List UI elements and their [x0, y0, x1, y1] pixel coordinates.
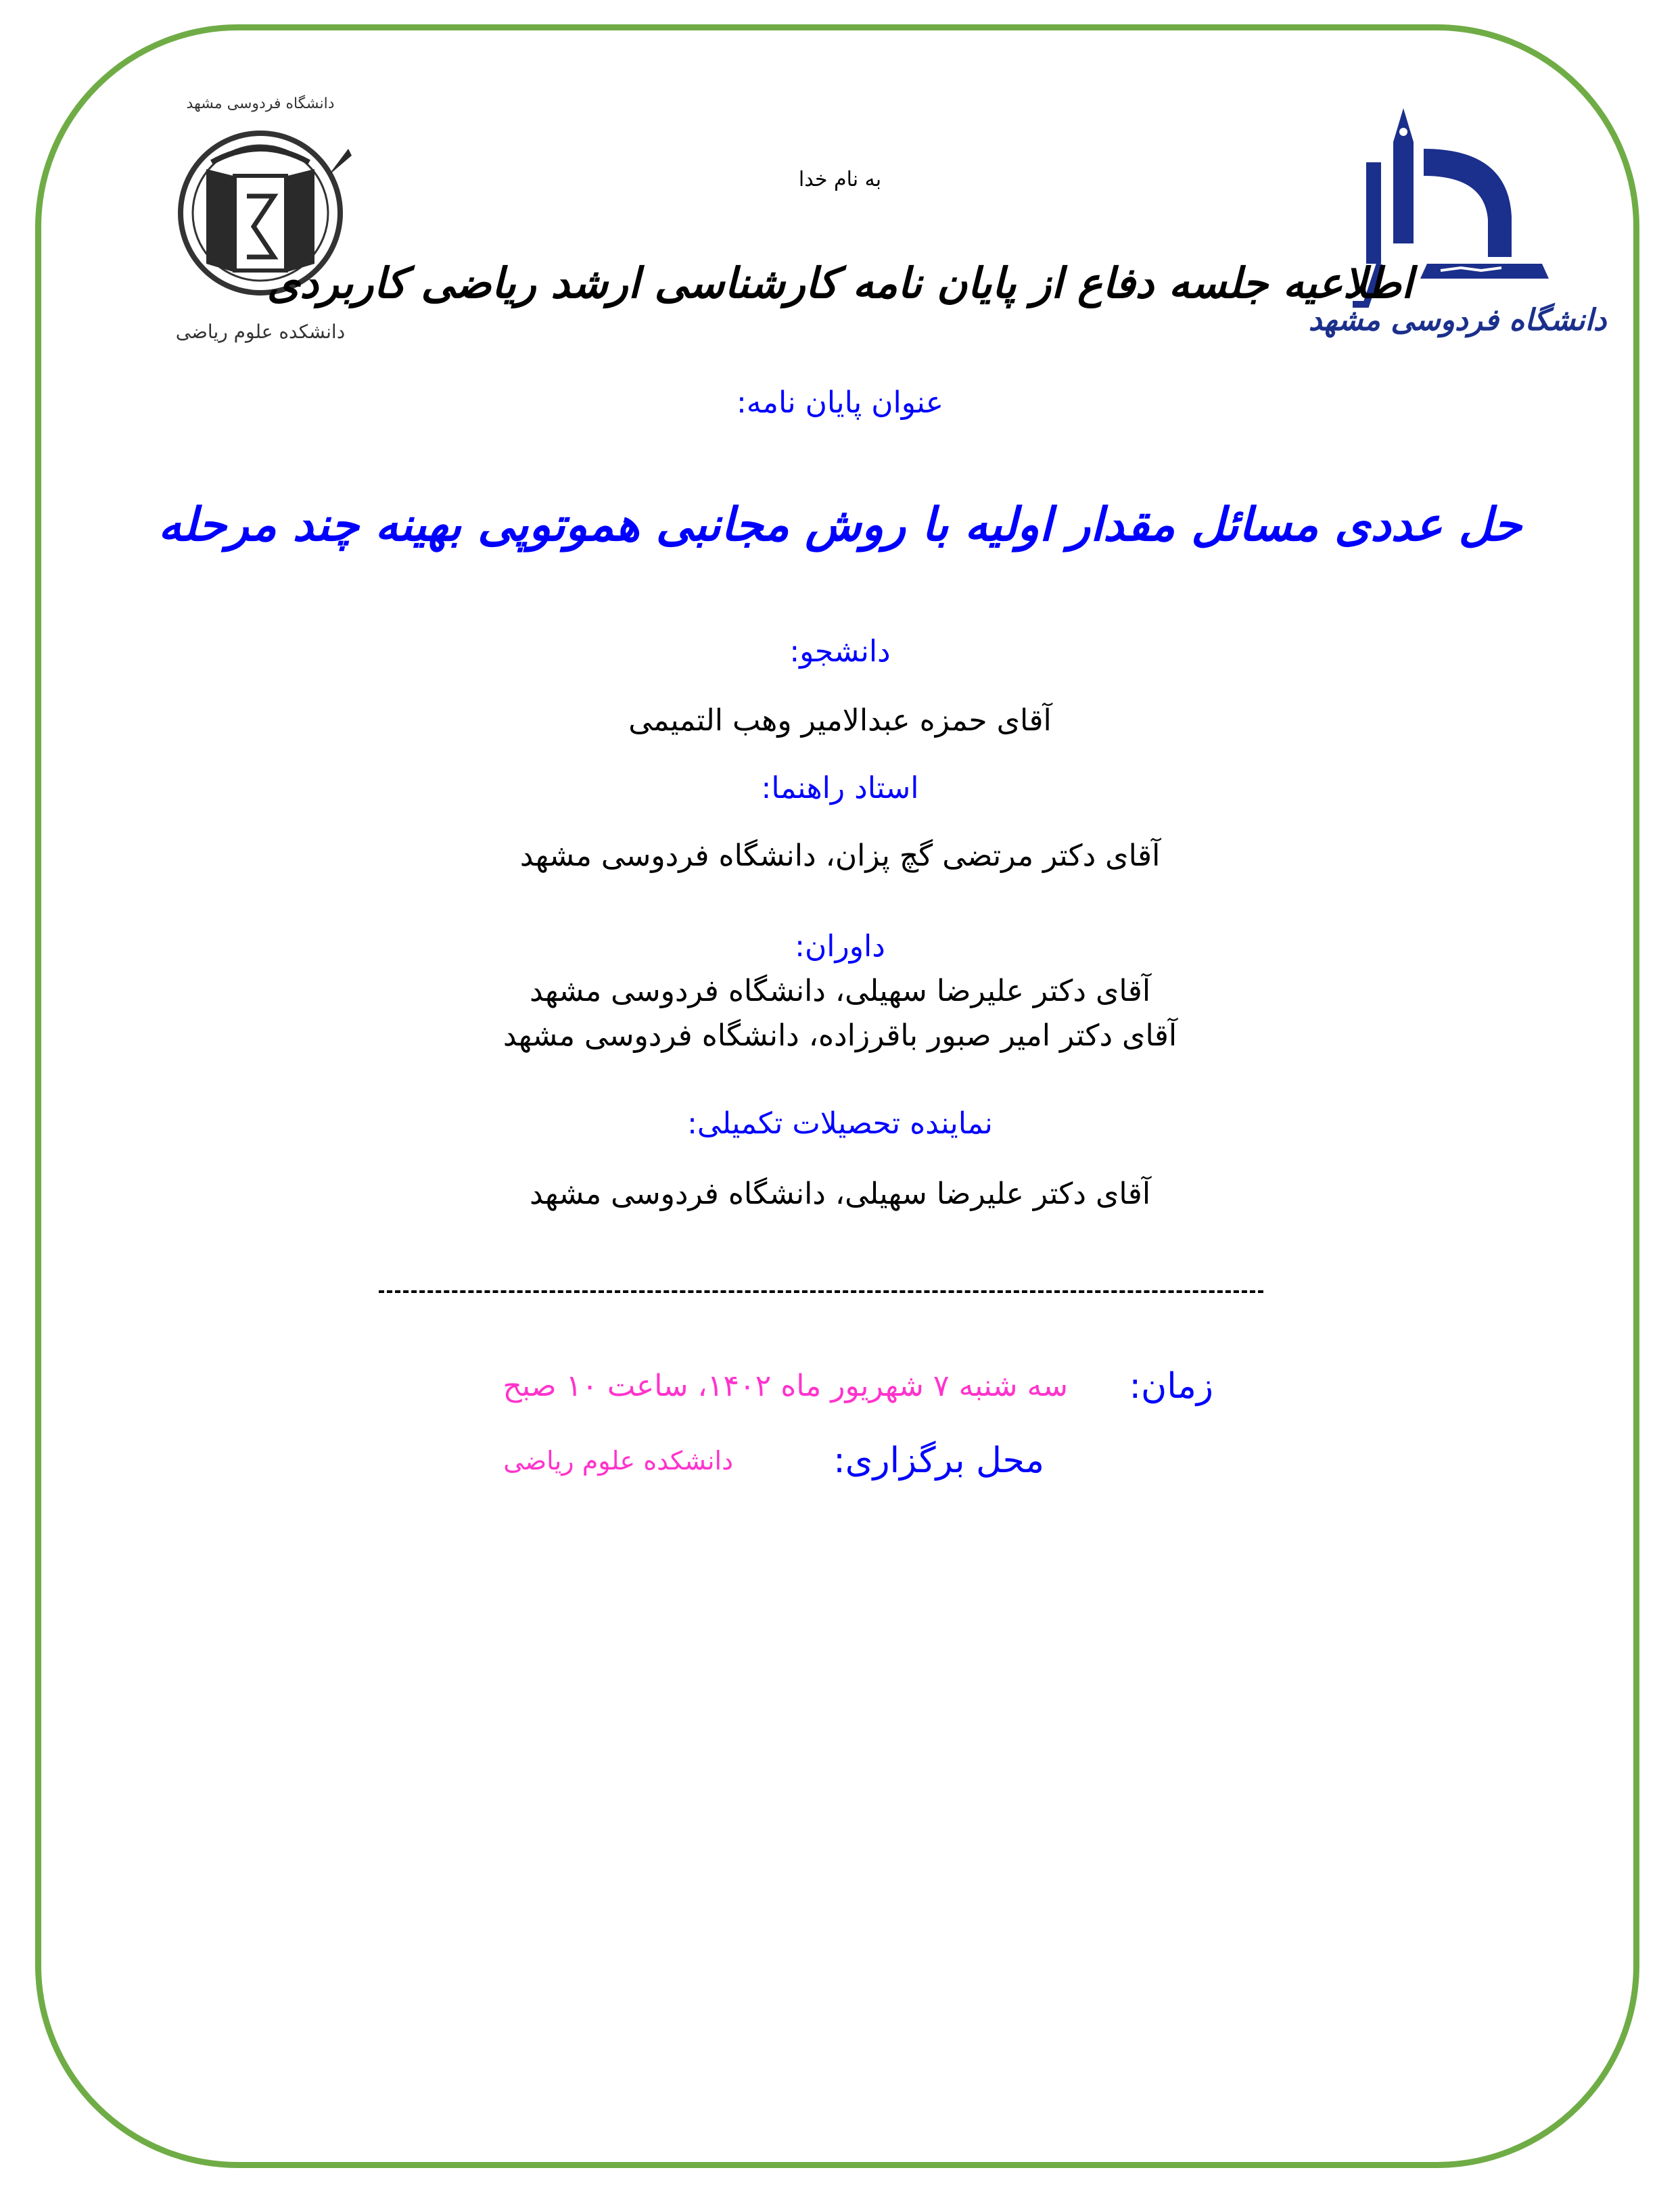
university-logo: [1308, 101, 1607, 345]
dashed-divider: [379, 1290, 1263, 1293]
thesis-title: حل عددی مسائل مقدار اولیه با روش مجانبی هموتوپی بهینه چند مرحله: [158, 498, 1522, 552]
basmala: به نام خدا: [798, 168, 882, 191]
university-logo-caption: دانشگاه فردوسی مشهد: [1308, 303, 1607, 337]
representative-name: آقای دکتر علیرضا سهیلی، دانشگاه فردوسی مشهد: [529, 1177, 1151, 1211]
faculty-logo: [159, 95, 362, 365]
referee-1: آقای دکتر علیرضا سهیلی، دانشگاه فردوسی مشهد: [529, 974, 1151, 1008]
venue-value: دانشکده علوم ریاضی: [503, 1446, 733, 1476]
representative-label: نماینده تحصیلات تکمیلی:: [687, 1106, 993, 1141]
announcement-headline: اطلاعیه جلسه دفاع از پایان نامه کارشناسی ارشد ریاضی کاربردی: [266, 258, 1414, 308]
thesis-title-label: عنوان پایان نامه:: [736, 385, 944, 420]
student-label: دانشجو:: [789, 634, 891, 669]
referee-2: آقای دکتر امیر صبور باقرزاده، دانشگاه فردوسی مشهد: [503, 1018, 1177, 1053]
supervisor-label: استاد راهنما:: [761, 771, 919, 805]
supervisor-name: آقای دکتر مرتضی گچ پزان، دانشگاه فردوسی مشهد: [519, 839, 1161, 873]
faculty-logo-caption: دانشکده علوم ریاضی: [175, 321, 346, 343]
time-value: سه شنبه ۷ شهریور ماه ۱۴۰۲، ساعت ۱۰ صبح: [503, 1369, 1068, 1403]
referees-label: داوران:: [795, 929, 885, 964]
faculty-logo-top-caption: دانشگاه فردوسی مشهد: [186, 95, 335, 112]
venue-label: محل برگزاری:: [833, 1440, 1044, 1481]
time-label: زمان:: [1129, 1366, 1213, 1407]
student-name: آقای حمزه عبدالامیر وهب التمیمی: [628, 703, 1052, 738]
